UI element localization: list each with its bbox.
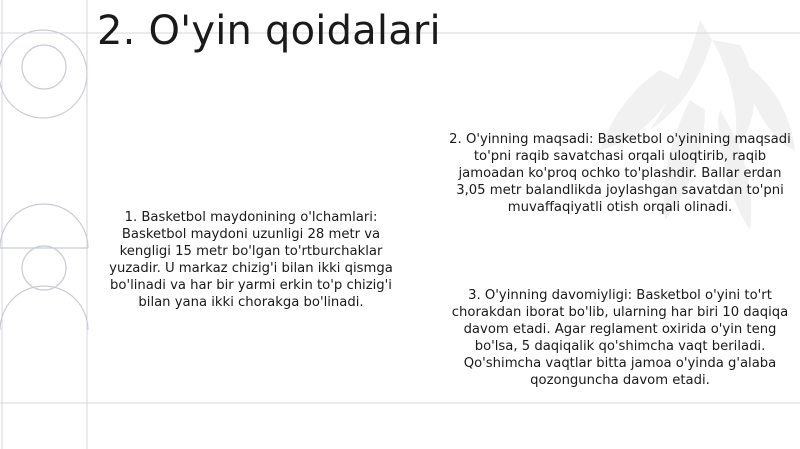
rule-paragraph-court-dimensions: 1. Basketbol maydonining o'lchamlari: Basketbol maydoni uzunligi 28 metr va kengligi 15 metr bo'lgan to'rtburchaklar yuzadir. U markaz chizig'i bilan ikki qismga bo'linadi va har bir yarmi erkin to'p chizig'i bilan yana ikki chorakga bo'linadi.: [109, 210, 393, 310]
rule-paragraph-game-duration: 3. O'yinning davomiyligi: Basketbol o'yini to'rt chorakdan iborat bo'lib, ularning har biri 10 daqiqa davom etadi. Agar reglament oxirida o'yin teng bo'lsa, 5 daqiqalik qo'shimcha vaqt beriladi. Qo'shimcha vaqtlar bitta jamoa o'yinda g'alaba qozonguncha davom etadi.: [451, 288, 789, 388]
slide-title: 2. O'yin qoidalari: [97, 8, 441, 54]
rule-paragraph-game-objective: 2. O'yinning maqsadi: Basketbol o'yinining maqsadi to'pni raqib savatchasi orqali uloqtirib, raqib jamoadan ko'proq ochko to'plashdir. Ballar erdan 3,05 metr balandlikda joylashgan savatdan to'pni muvaffaqiyatli otish orqali olinadi.: [449, 132, 791, 215]
